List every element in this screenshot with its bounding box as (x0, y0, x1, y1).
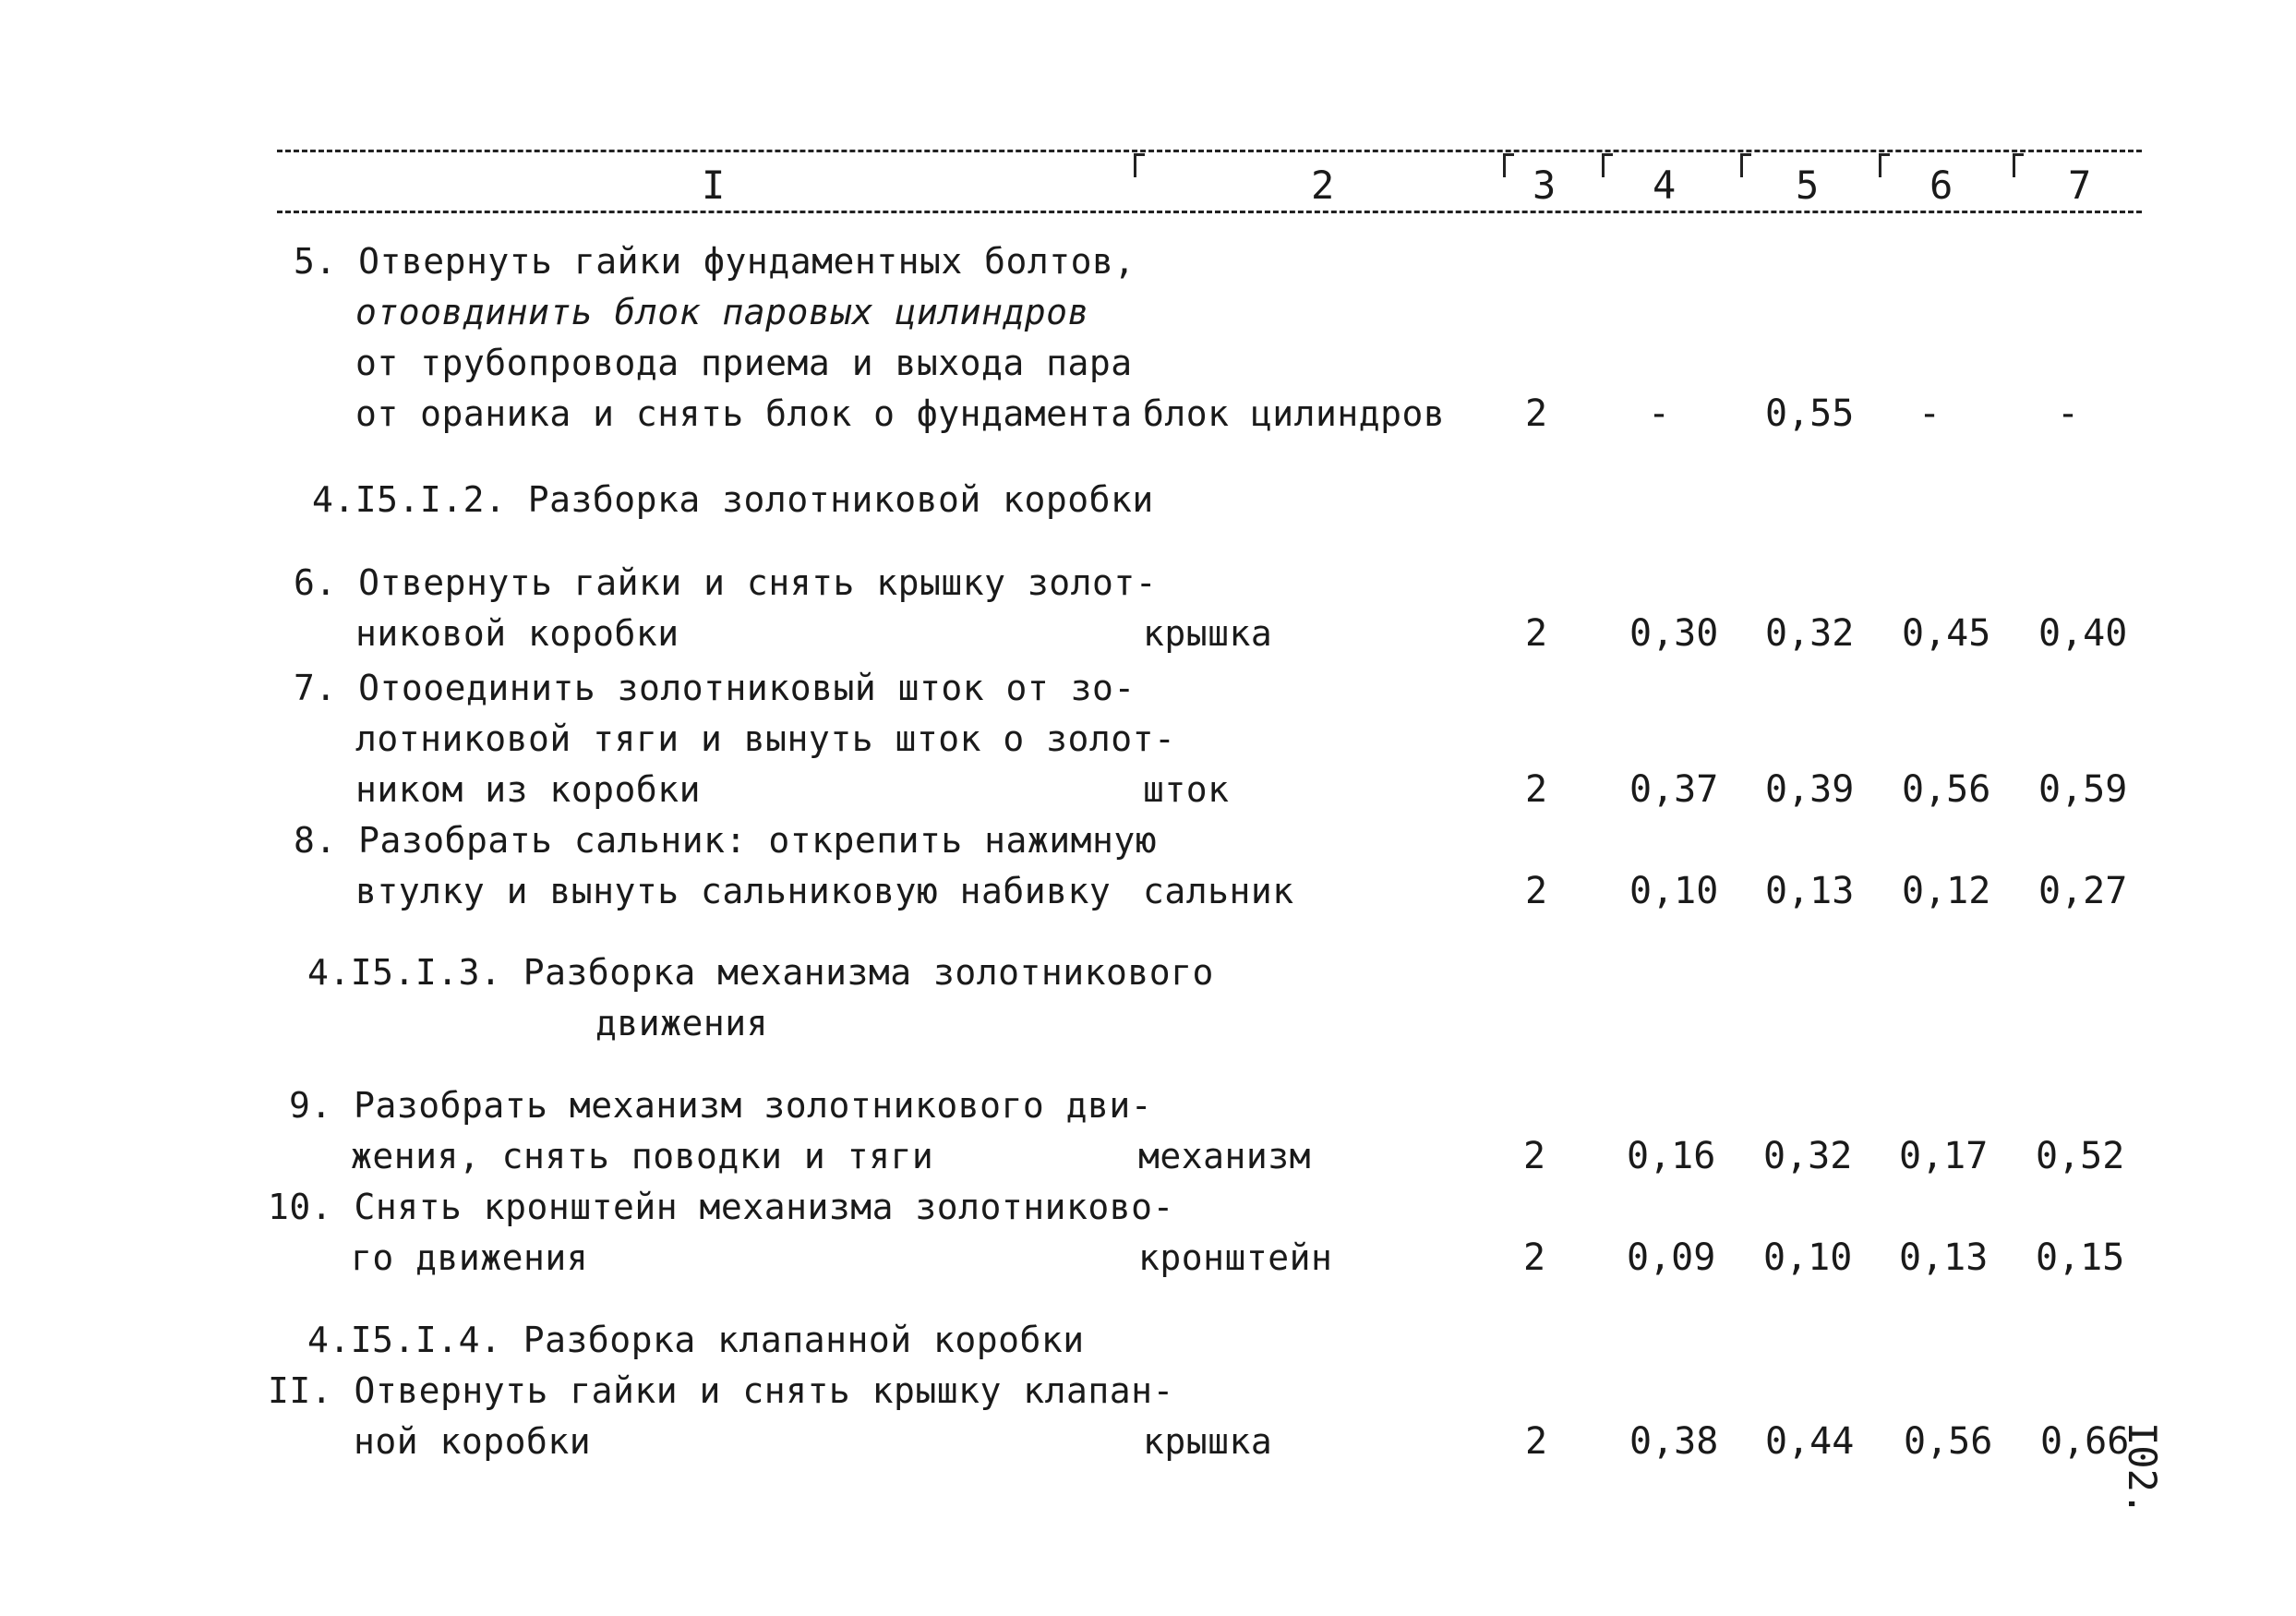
value-col7: - (2057, 392, 2080, 435)
value-col6: 0,56 (1902, 768, 1991, 811)
column-header-4: 4 (1653, 163, 1677, 208)
value-col4: - (1648, 392, 1671, 435)
value-col4: 0,10 (1629, 870, 1719, 912)
unit-cell: блок цилиндров (1143, 393, 1446, 434)
unit-cell: крышка (1143, 613, 1273, 654)
column-header-1: I (702, 163, 726, 208)
page-number: I02. (2120, 1422, 2165, 1516)
value-col7: 0,27 (2038, 870, 2128, 912)
operation-text: 5. Отвернуть гайки фундаментных болтов, (294, 241, 1136, 282)
value-col3: 2 (1525, 612, 1548, 655)
unit-cell: кронштейн (1138, 1237, 1333, 1278)
header-rule-bottom (277, 211, 2142, 213)
section-heading-continuation: движения (595, 1003, 769, 1043)
value-col5: 0,10 (1763, 1236, 1853, 1279)
operation-text: 7. Отооединить золотниковый шток от зо- (294, 668, 1136, 708)
value-col4: 0,16 (1627, 1135, 1716, 1177)
operation-text: от ораника и снять блок о фундамента (355, 393, 1133, 434)
operation-text: 10. Снять кронштейн механизма золотниково- (268, 1187, 1174, 1227)
value-col4: 0,38 (1629, 1420, 1719, 1463)
value-col4: 0,09 (1627, 1236, 1716, 1279)
value-col6: 0,17 (1899, 1135, 1989, 1177)
value-col6: 0,45 (1902, 612, 1991, 655)
value-col5: 0,32 (1765, 612, 1855, 655)
value-col5: 0,13 (1765, 870, 1855, 912)
operation-text: 8. Разобрать сальник: открепить нажимную (294, 820, 1158, 861)
operation-text: II. Отвернуть гайки и снять крышку клапан- (268, 1370, 1174, 1411)
value-col3: 2 (1525, 1420, 1548, 1463)
value-col4: 0,30 (1629, 612, 1719, 655)
value-col3: 2 (1525, 870, 1548, 912)
header-separator (1879, 153, 1881, 177)
value-col6: 0,13 (1899, 1236, 1989, 1279)
header-rule-top (277, 150, 2142, 152)
header-separator (1602, 153, 1605, 177)
value-col6: 0,12 (1902, 870, 1991, 912)
value-col6: 0,56 (1904, 1420, 1993, 1463)
value-col7: 0,59 (2038, 768, 2128, 811)
unit-cell: крышка (1143, 1421, 1273, 1462)
unit-cell: сальник (1143, 871, 1294, 911)
value-col5: 0,55 (1765, 392, 1855, 435)
column-header-7: 7 (2068, 163, 2092, 208)
value-col5: 0,32 (1763, 1135, 1853, 1177)
operation-text: втулку и вынуть сальниковую набивку (355, 871, 1112, 911)
value-col3: 2 (1523, 1236, 1546, 1279)
column-header-6: 6 (1929, 163, 1953, 208)
operation-text: никовой коробки (355, 613, 679, 654)
unit-cell: шток (1143, 769, 1230, 810)
operation-text: 9. Разобрать механизм золотникового дви- (289, 1085, 1153, 1126)
value-col3: 2 (1525, 768, 1548, 811)
value-col7: 0,40 (2038, 612, 2128, 655)
section-heading: 4.I5.I.4. Разборка клапанной коробки (307, 1320, 1085, 1360)
value-col7: 0,66 (2040, 1420, 2130, 1463)
column-header-5: 5 (1796, 163, 1820, 208)
value-col3: 2 (1525, 392, 1548, 435)
value-col5: 0,39 (1765, 768, 1855, 811)
unit-cell: механизм (1138, 1136, 1312, 1176)
operation-text: го движения (351, 1237, 589, 1278)
header-separator (2013, 153, 2015, 177)
value-col7: 0,15 (2036, 1236, 2125, 1279)
operation-text: отоовдинить блок паровых цилиндров (355, 292, 1089, 332)
value-col7: 0,52 (2036, 1135, 2125, 1177)
value-col6: - (1918, 392, 1941, 435)
section-heading: 4.I5.I.2. Разборка золотниковой коробки (312, 479, 1154, 520)
section-heading: 4.I5.I.3. Разборка механизма золотникового (307, 952, 1214, 993)
header-separator (1134, 153, 1136, 177)
value-col4: 0,37 (1629, 768, 1719, 811)
operation-text: ной коробки (354, 1421, 592, 1462)
header-separator (1740, 153, 1743, 177)
operation-text: жения, снять поводки и тяги (351, 1136, 934, 1176)
header-separator (1503, 153, 1506, 177)
value-col3: 2 (1523, 1135, 1546, 1177)
operation-text: 6. Отвернуть гайки и снять крышку золот- (294, 562, 1158, 603)
value-col5: 0,44 (1765, 1420, 1855, 1463)
column-header-3: 3 (1533, 163, 1557, 208)
column-header-2: 2 (1311, 163, 1335, 208)
operation-text: ником из коробки (355, 769, 702, 810)
operation-text: лотниковой тяги и вынуть шток о золот- (355, 718, 1176, 759)
operation-text: от трубопровода приема и выхода пара (355, 343, 1133, 383)
